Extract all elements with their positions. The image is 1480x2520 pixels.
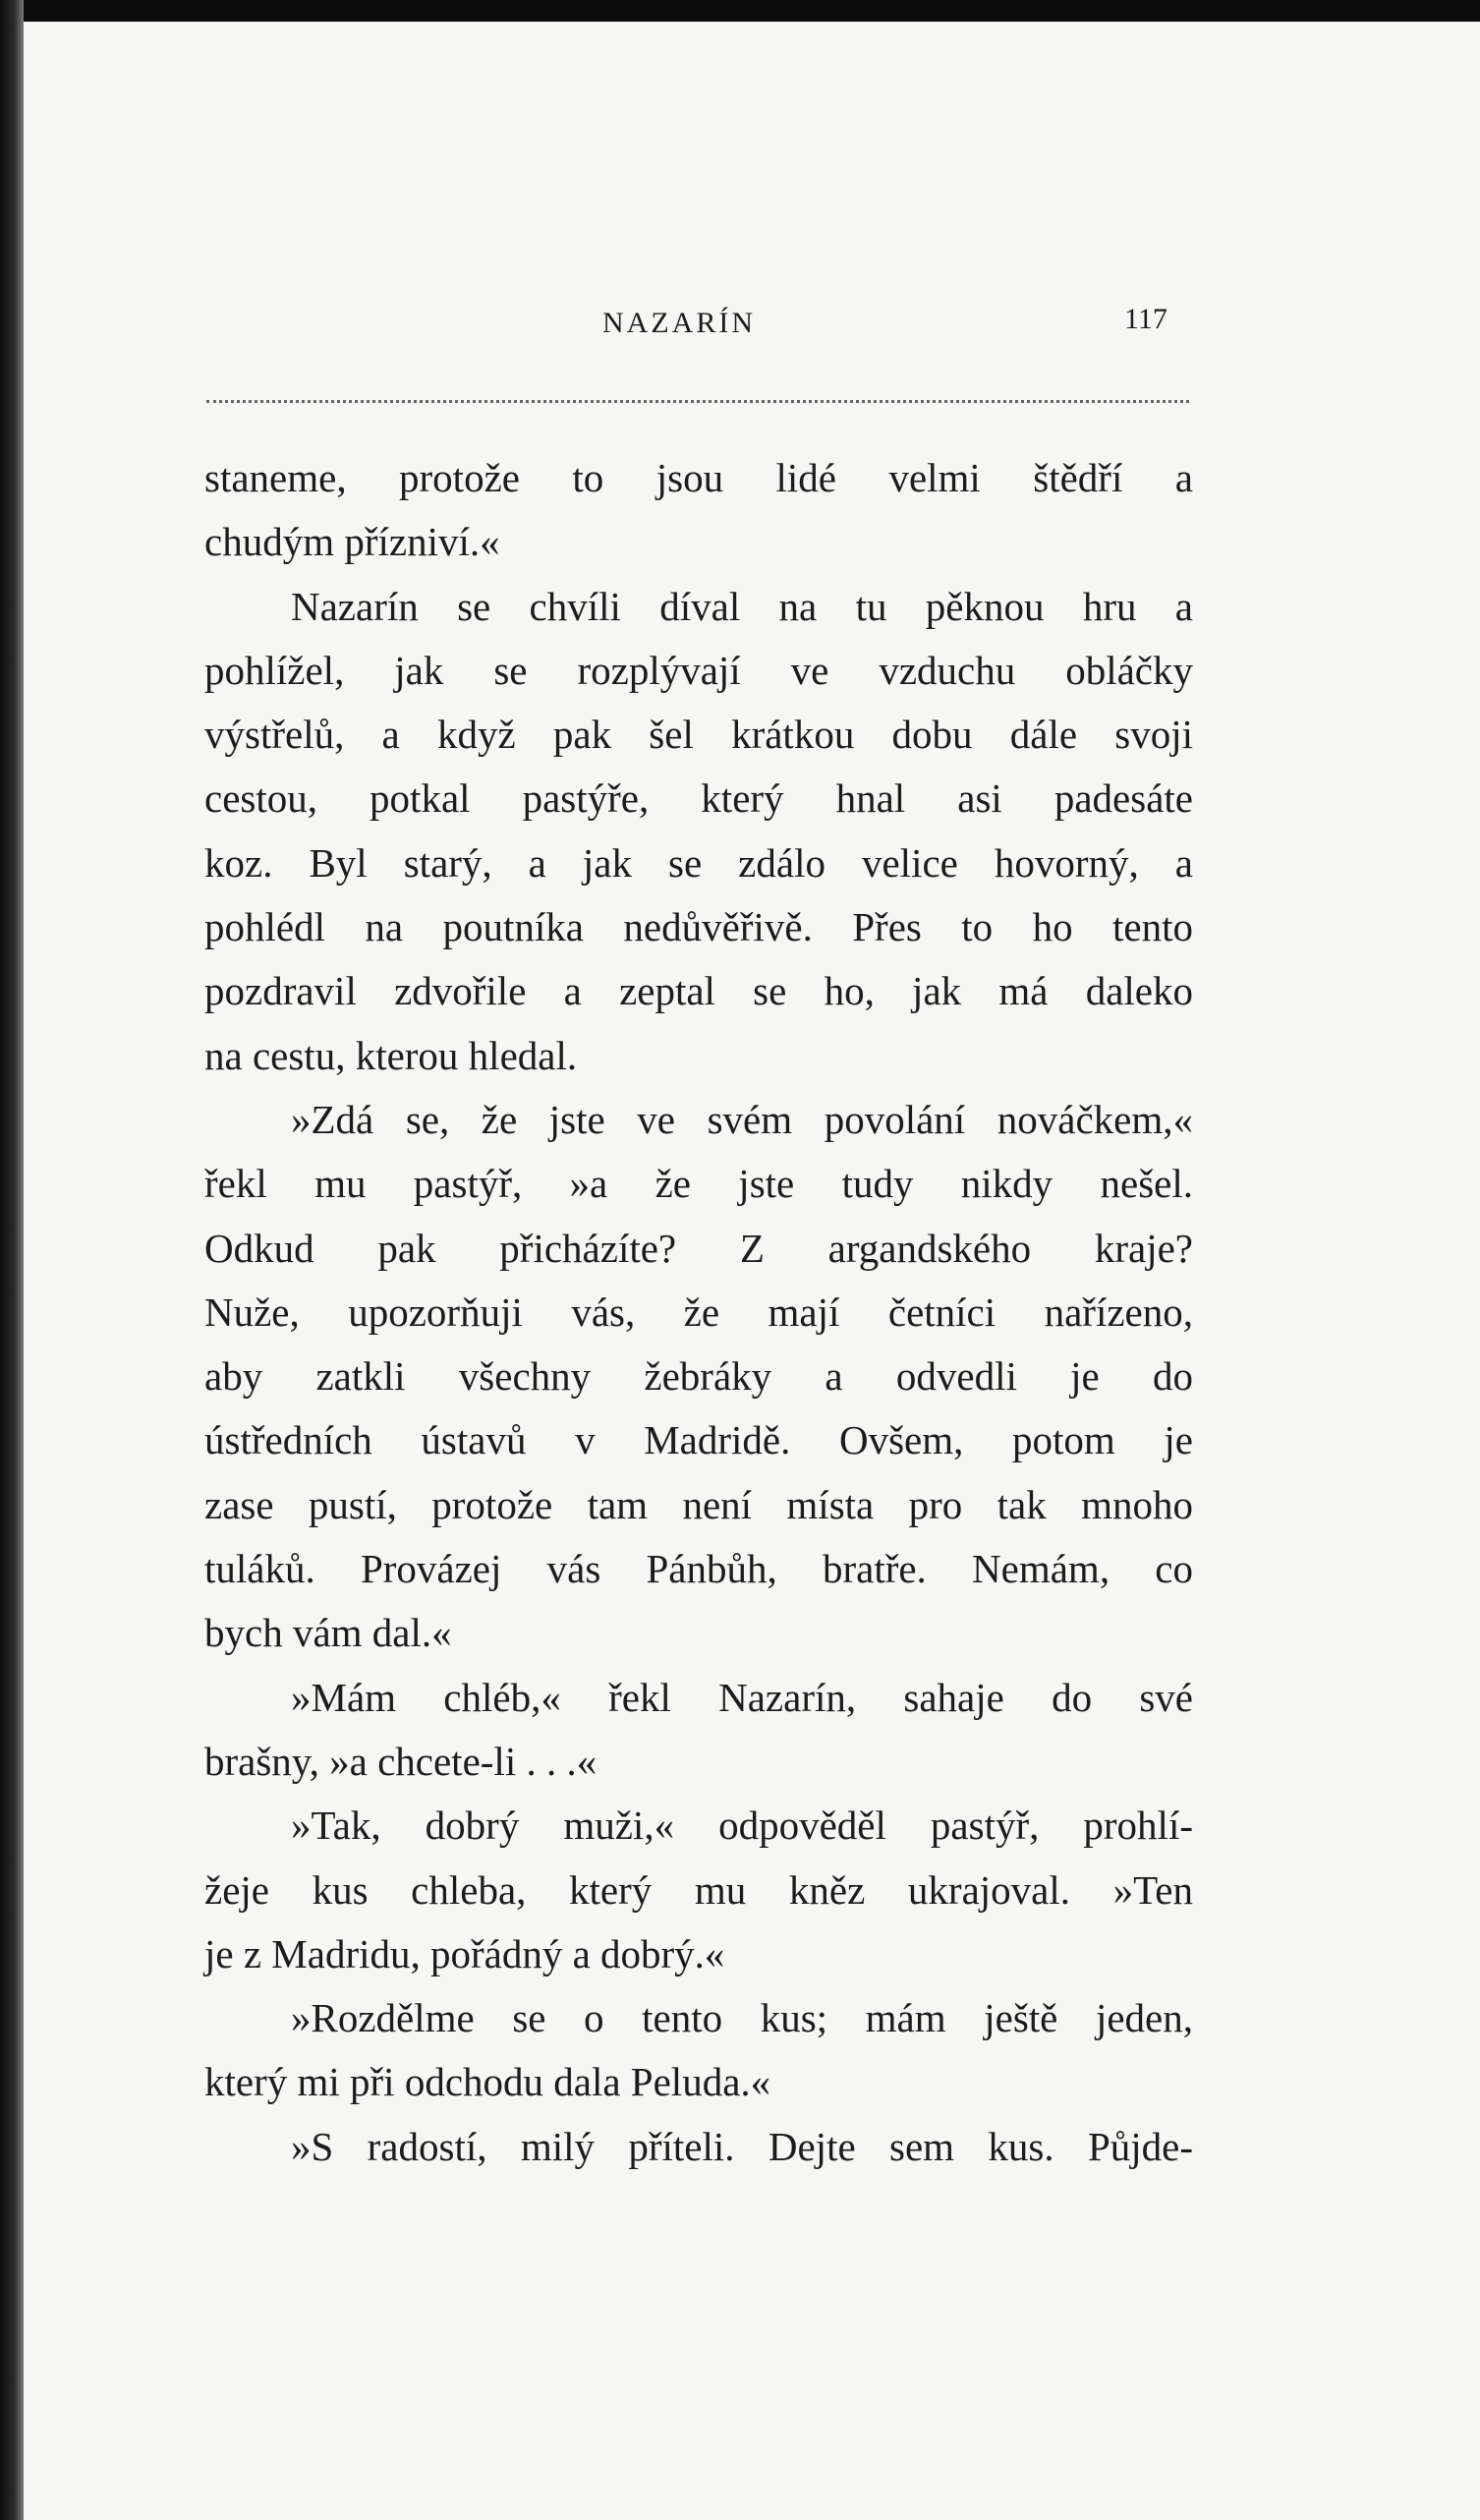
text-line: pozdravil zdvořile a zeptal se ho, jak má daleko [204,968,1193,1014]
text-line: aby zatkli všechny žebráky a odvedli je do [204,1353,1193,1400]
scan-top-edge [0,0,1480,22]
text-line: koz. Byl starý, a jak se zdálo velice hovorný, a [204,839,1193,886]
text-line: řekl mu pastýř, »a že jste tudy nikdy nešel. [204,1161,1193,1207]
text-line: bych vám dal.« [204,1610,452,1656]
text-line: ústředních ústavů v Madridě. Ovšem, potom je [204,1417,1193,1463]
text-line: zase pustí, protože tam není místa pro tak mnoho [204,1481,1193,1527]
text-line: výstřelů, a když pak šel krátkou dobu dále svoji [204,712,1193,758]
text-line: brašny, »a chcete-li . . .« [204,1738,598,1784]
text-line: který mi při odchodu dala Peluda.« [204,2059,771,2105]
body-text [204,446,1193,2179]
text-line: staneme, protože to jsou lidé velmi štědří a [204,455,1193,500]
text-line: tuláků. Provázej vás Pánbůh, bratře. Nemám, co [204,1546,1193,1592]
page-header [24,303,1480,346]
text-line: Nazarín se chvíli díval na tu pěknou hru a [291,583,1193,629]
text-line: »Zdá se, že jste ve svém povolání nováčkem,« [291,1096,1193,1142]
book-spine-shadow [0,0,24,2520]
text-line: pohlédl na poutníka nedůvěřivě. Přes to ho tento [204,904,1193,950]
text-line: »Tak, dobrý muži,« odpověděl pastýř, prohlí- [291,1803,1193,1849]
text-line: cestou, potkal pastýře, který hnal asi padesáte [204,775,1193,822]
text-line: »Rozdělme se o tento kus; mám ještě jeden, [291,1995,1193,2041]
book-page [24,22,1480,2520]
text-line: na cestu, kterou hledal. [204,1032,578,1078]
header-dotted-rule [206,400,1189,403]
text-line: Odkud pak přicházíte? Z argandského kraje? [204,1225,1193,1271]
text-line: je z Madridu, pořádný a dobrý.« [204,1930,725,1976]
text-line: »Mám chléb,« řekl Nazarín, sahaje do své [291,1674,1193,1720]
text-line: Nuže, upozorňuji vás, že mají četníci nařízeno, [204,1289,1193,1335]
text-line: žeje kus chleba, který mu kněz ukrajoval. »Ten [204,1866,1193,1913]
running-title: NAZARÍN [602,307,756,339]
text-line: chudým přízniví.« [204,519,500,565]
text-line: pohlížel, jak se rozplývají ve vzduchu obláčky [204,647,1193,693]
page-number: 117 [1124,303,1167,335]
text-line: »S radostí, milý příteli. Dejte sem kus. Půjde- [291,2123,1193,2169]
